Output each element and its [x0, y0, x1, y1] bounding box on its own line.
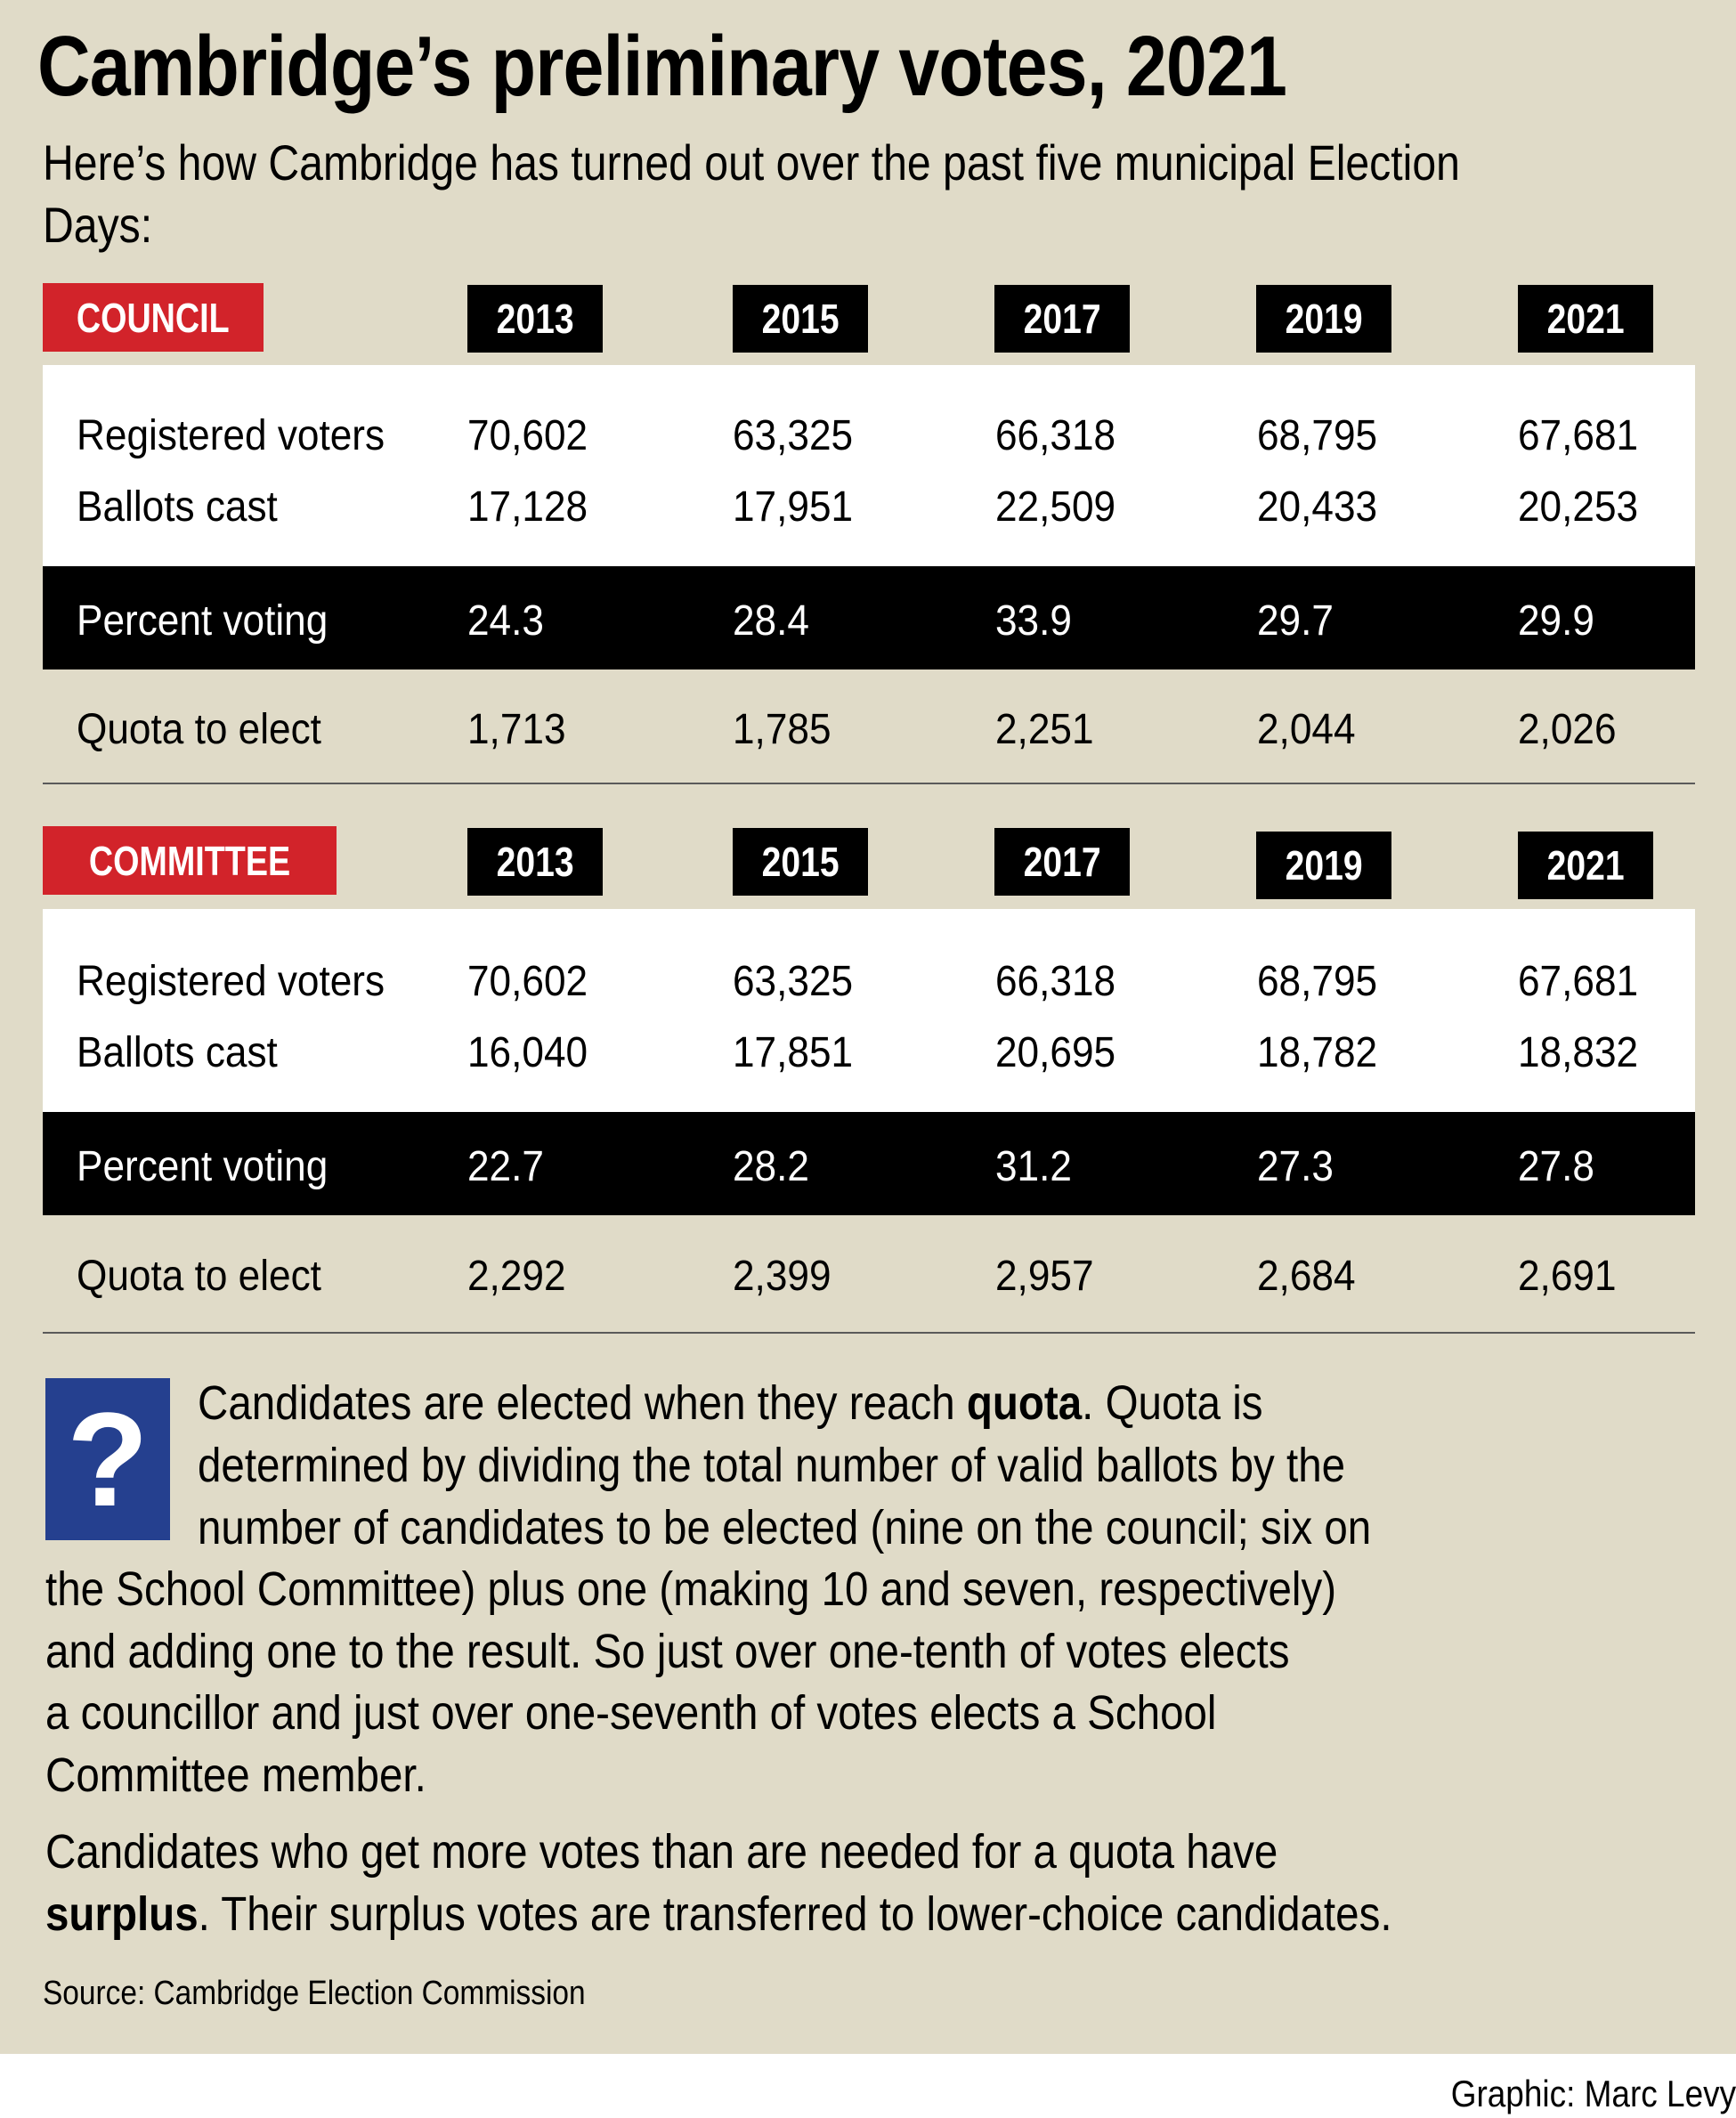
- table-cell: 20,253: [1518, 483, 1639, 531]
- row-label: Registered voters: [77, 412, 385, 459]
- section-divider: [43, 1332, 1695, 1334]
- table-cell: 70,602: [467, 412, 588, 459]
- year-header-2021: [1518, 285, 1653, 353]
- year-header-2013: [467, 828, 603, 896]
- table-cell: 63,325: [733, 412, 854, 459]
- year-label: 2017: [1023, 839, 1101, 885]
- year-label: 2021: [1546, 296, 1625, 342]
- explainer-line: [198, 1435, 1345, 1497]
- section-tag-label: COUNCIL: [77, 294, 230, 341]
- row-label: Registered voters: [77, 958, 385, 1005]
- year-label: 2015: [761, 296, 840, 342]
- table-cell: 66,318: [995, 958, 1116, 1005]
- year-label: 2019: [1285, 296, 1363, 342]
- section-divider: [43, 783, 1695, 784]
- table-cell: 20,695: [995, 1029, 1116, 1076]
- year-label: 2019: [1285, 842, 1363, 889]
- year-label: 2021: [1546, 842, 1625, 889]
- page-title: Cambridge’s preliminary votes, 2021: [37, 19, 1287, 114]
- table-cell: 29.9: [1518, 597, 1594, 645]
- table-cell: 17,951: [733, 483, 854, 531]
- year-header-2019: [1256, 832, 1391, 899]
- table-cell: 2,044: [1257, 706, 1356, 753]
- table-cell: 67,681: [1518, 958, 1639, 1005]
- surplus-line-2: [45, 1884, 1392, 1946]
- explainer-text: the School Committee) plus one (making 10 and seven, respectively): [45, 1562, 1337, 1616]
- table-cell: 68,795: [1257, 412, 1378, 459]
- table-cell: 70,602: [467, 958, 588, 1005]
- section-tag-committee: [43, 826, 337, 895]
- table-cell: 18,782: [1257, 1029, 1378, 1076]
- year-label: 2013: [496, 839, 574, 885]
- surplus-rest: . Their surplus votes are transferred to lower-choice candidates.: [198, 1887, 1392, 1941]
- year-header-2017: [994, 285, 1130, 353]
- table-cell: 2,026: [1518, 706, 1617, 753]
- table-cell: 2,691: [1518, 1253, 1617, 1300]
- section-tag-council: [43, 283, 264, 352]
- row-label: Quota to elect: [77, 706, 321, 753]
- table-cell: 18,832: [1518, 1029, 1639, 1076]
- row-label: Quota to elect: [77, 1253, 321, 1300]
- graphic-credit: Graphic: Marc Levy: [1450, 2073, 1736, 2114]
- year-header-2017: [994, 828, 1130, 896]
- explainer-line: [198, 1373, 1263, 1435]
- table-cell: 63,325: [733, 958, 854, 1005]
- table-cell: 68,795: [1257, 958, 1378, 1005]
- table-cell: 27.8: [1518, 1143, 1594, 1190]
- explainer-text: . Quota is: [1082, 1376, 1263, 1430]
- row-label: Percent voting: [77, 597, 329, 645]
- table-cell: 2,684: [1257, 1253, 1356, 1300]
- year-label: 2013: [496, 296, 574, 342]
- table-cell: 17,851: [733, 1029, 854, 1076]
- year-label: 2017: [1023, 296, 1101, 342]
- table-cell: 16,040: [467, 1029, 588, 1076]
- table-cell: 1,713: [467, 706, 566, 753]
- explainer-line: [45, 1559, 1336, 1621]
- surplus-line-1: Candidates who get more votes than are needed for a quota have: [45, 1825, 1278, 1879]
- year-header-2019: [1256, 285, 1391, 353]
- surplus-term: surplus: [45, 1887, 199, 1941]
- explainer-text: determined by dividing the total number of valid ballots by the: [198, 1439, 1346, 1492]
- explainer-text: a councillor and just over one-seventh of votes elects a School: [45, 1686, 1217, 1740]
- year-header-2013: [467, 285, 603, 353]
- table-cell: 33.9: [995, 597, 1072, 645]
- explainer-line: [198, 1497, 1371, 1560]
- subtitle: Here’s how Cambridge has turned out over the past five municipal Election Days:: [43, 134, 1460, 253]
- table-cell: 66,318: [995, 412, 1116, 459]
- table-cell: 1,785: [733, 706, 831, 753]
- table-cell: 2,251: [995, 706, 1094, 753]
- row-label: Ballots cast: [77, 483, 278, 531]
- table-cell: 28.2: [733, 1143, 809, 1190]
- table-cell: 17,128: [467, 483, 588, 531]
- year-header-2015: [733, 285, 868, 353]
- table-band-white: [43, 909, 1695, 1112]
- explainer-text: Candidates are elected when they reach: [198, 1376, 967, 1430]
- explainer-text: Committee member.: [45, 1749, 426, 1802]
- table-cell: 29.7: [1257, 597, 1334, 645]
- row-label: Percent voting: [77, 1143, 329, 1190]
- table-cell: 22.7: [467, 1143, 544, 1190]
- question-mark-icon: ?: [45, 1378, 170, 1540]
- explainer-paragraph-surplus: [45, 1822, 1392, 1945]
- table-cell: 2,292: [467, 1253, 566, 1300]
- table-cell: 24.3: [467, 597, 544, 645]
- table-cell: 28.4: [733, 597, 809, 645]
- section-tag-label: COMMITTEE: [88, 837, 291, 884]
- explainer-line: [45, 1745, 426, 1807]
- table-cell: 20,433: [1257, 483, 1378, 531]
- source-note: Source: Cambridge Election Commission: [43, 1975, 586, 2012]
- year-header-2021: [1518, 832, 1653, 899]
- row-label: Ballots cast: [77, 1029, 278, 1076]
- year-label: 2015: [761, 839, 840, 885]
- year-header-2015: [733, 828, 868, 896]
- explainer-line: [45, 1683, 1216, 1745]
- table-band-white: [43, 365, 1695, 566]
- explainer-line: [45, 1621, 1289, 1684]
- table-cell: 22,509: [995, 483, 1116, 531]
- table-cell: 27.3: [1257, 1143, 1334, 1190]
- table-cell: 31.2: [995, 1143, 1072, 1190]
- table-cell: 2,957: [995, 1253, 1094, 1300]
- table-cell: 67,681: [1518, 412, 1639, 459]
- explainer-text: and adding one to the result. So just over one-tenth of votes elects: [45, 1625, 1290, 1678]
- table-cell: 2,399: [733, 1253, 831, 1300]
- explainer-text: number of candidates to be elected (nine on the council; six on: [198, 1501, 1372, 1554]
- quota-term: quota: [966, 1376, 1083, 1430]
